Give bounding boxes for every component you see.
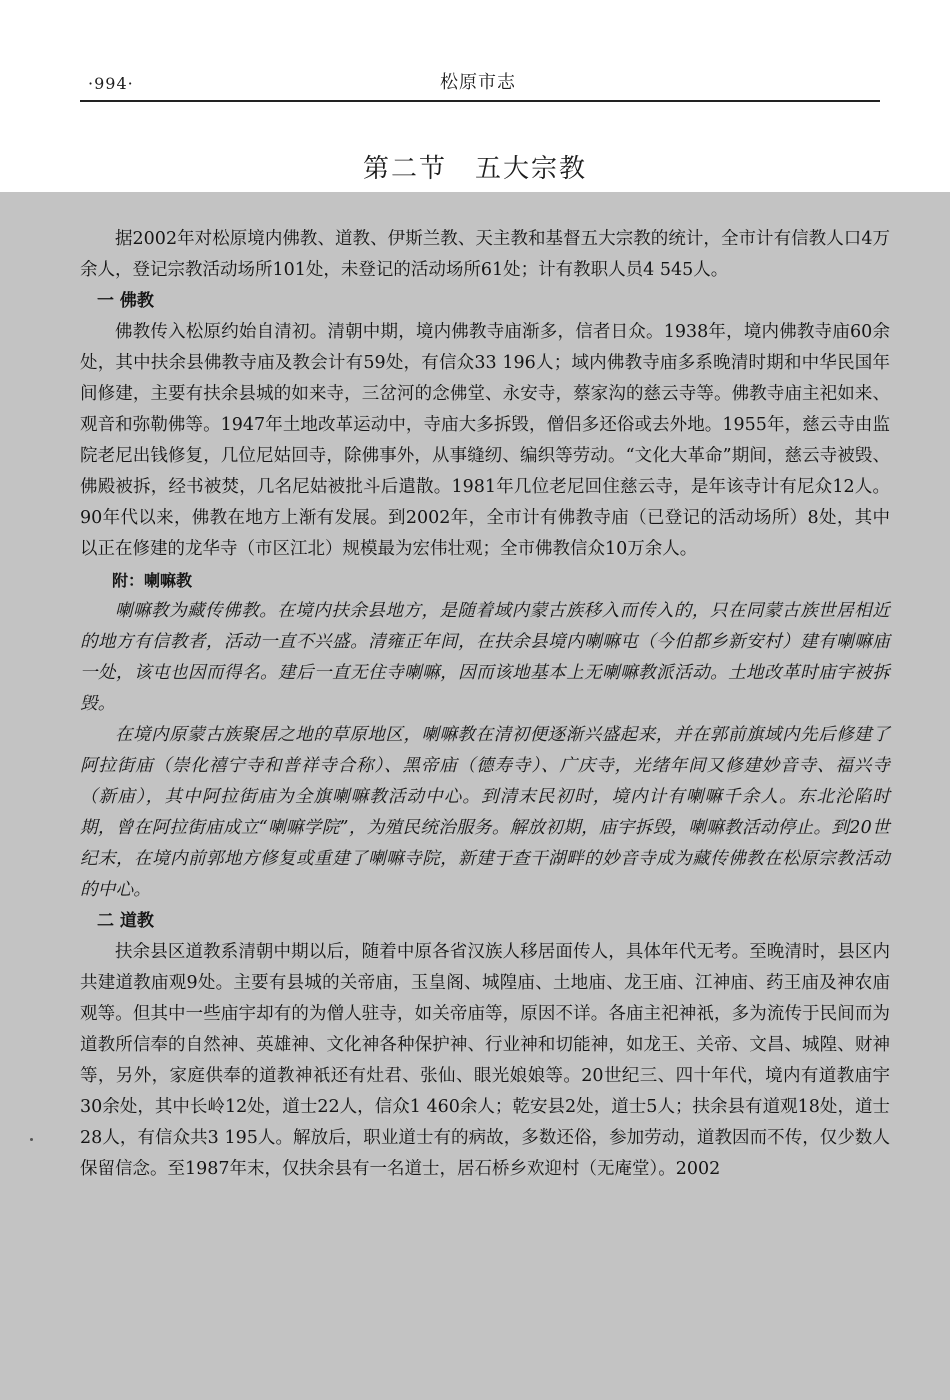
taoism-paragraph: 扶余县区道教系清朝中期以后，随着中原各省汉族人移居面传人，具体年代无考。至晚清时，县区内共建道教庙观9处。主要有县城的关帝庙，玉皇阁、城隍庙、土地庙、龙王庙、江神庙、药王庙及神农庙观等。但其中一些庙宇却有的为僧人驻寺，如关帝庙等，原因不详。各庙主祀神祇，多为流传于民间而为道教所信奉的自然神、英雄神、文化神各种保护神、行业神和切能神，如龙王、关帝、文昌、城隍、财神等，另外，家庭供奉的道教神祇还有灶君、张仙、眼光娘娘等。20世纪三、四十年代，境内有道教庙宇30余处，其中长岭12处，道士22人，信众1 460余人；乾安县2处，道士5人；扶余县有道观18处，道士28人，有信众共3 195人。解放后，职业道士有的病故，多数还俗，参加劳动，道教因而不传，仅少数人保留信念。至1987年末，仅扶余县有一名道士，居石桥乡欢迎村（无庵堂）。2002 (80, 942, 890, 1179)
lamaism-paragraph-2: 在境内原蒙古族聚居之地的草原地区，喇嘛教在清初便逐渐兴盛起来，并在郭前旗域内先后修建了阿拉街庙（崇化禧宁寺和普祥寺合称）、黑帝庙（德寿寺）、广庆寺，光绪年间又修建妙音寺、福兴寺（新庙），其中阿拉街庙为全旗喇嘛教活动中心。到清末民初时，境内计有喇嘛千余人。东北沦陷时期，曾在阿拉街庙成立“喇嘛学院”，为殖民统治服务。解放初期，庙宇拆毁，喇嘛教活动停止。到20世纪末，在境内前郭地方修复或重建了喇嘛寺院，新建于查干湖畔的妙音寺成为藏传佛教在松原宗教活动的中心。 (80, 725, 890, 900)
body-text-area (0, 192, 950, 1400)
taoism-heading: 二 道教 (97, 911, 154, 931)
intro-paragraph: 据2002年对松原境内佛教、道教、伊斯兰教、天主教和基督五大宗教的统计，全市计有信教人口4万余人，登记宗教活动场所101处，未登记的活动场所61处；计有教职人员4 545人。 (80, 229, 890, 280)
section-title: 第二节 五大宗教 (362, 154, 587, 184)
lamaism-paragraph-1: 喇嘛教为藏传佛教。在境内扶余县地方，是随着域内蒙古族移入而传入的，只在同蒙古族世居相近的地方有信教者，活动一直不兴盛。清雍正年间，在扶余县境内喇嘛屯（今伯都乡新安村）建有喇嘛庙一处，该屯也因而得名。建后一直无住寺喇嘛，因而该地基本上无喇嘛教派活动。土地改革时庙宇被拆毁。 (80, 601, 890, 714)
lamaism-heading: 附：喇嘛教 (112, 571, 193, 590)
running-header (80, 64, 880, 102)
scan-speck (30, 1138, 33, 1141)
page-number: ·994· (88, 74, 134, 93)
buddhism-paragraph: 佛教传入松原约始自清初。清朝中期，境内佛教寺庙渐多，信者日众。1938年，境内佛教寺庙60余处，其中扶余县佛教寺庙及教会计有59处，有信众33 196人；域内佛教寺庙多系晚清时期和中华民国年间修建，主要有扶余县城的如来寺，三岔河的念佛堂、永安寺，蔡家沟的慈云寺等。佛教寺庙主祀如来、观音和弥勒佛等。1947年土地改革运动中，寺庙大多拆毁，僧侣多还俗或去外地。1955年，慈云寺由监院老尼出钱修复，几位尼姑回寺，除佛事外，从事缝纫、编织等劳动。“文化大革命”期间，慈云寺被毁、佛殿被拆，经书被焚，几名尼姑被批斗后遣散。1981年几位老尼回住慈云寺，是年该寺计有尼众12人。90年代以来，佛教在地方上渐有发展。到2002年，全市计有佛教寺庙（已登记的活动场所）8处，其中以正在修建的龙华寺（市区江北）规模最为宏伟壮观；全市佛教信众10万余人。 (80, 322, 890, 559)
buddhism-heading: 一 佛教 (97, 291, 154, 311)
article-content (80, 224, 890, 1185)
book-title: 松原市志 (440, 72, 516, 93)
